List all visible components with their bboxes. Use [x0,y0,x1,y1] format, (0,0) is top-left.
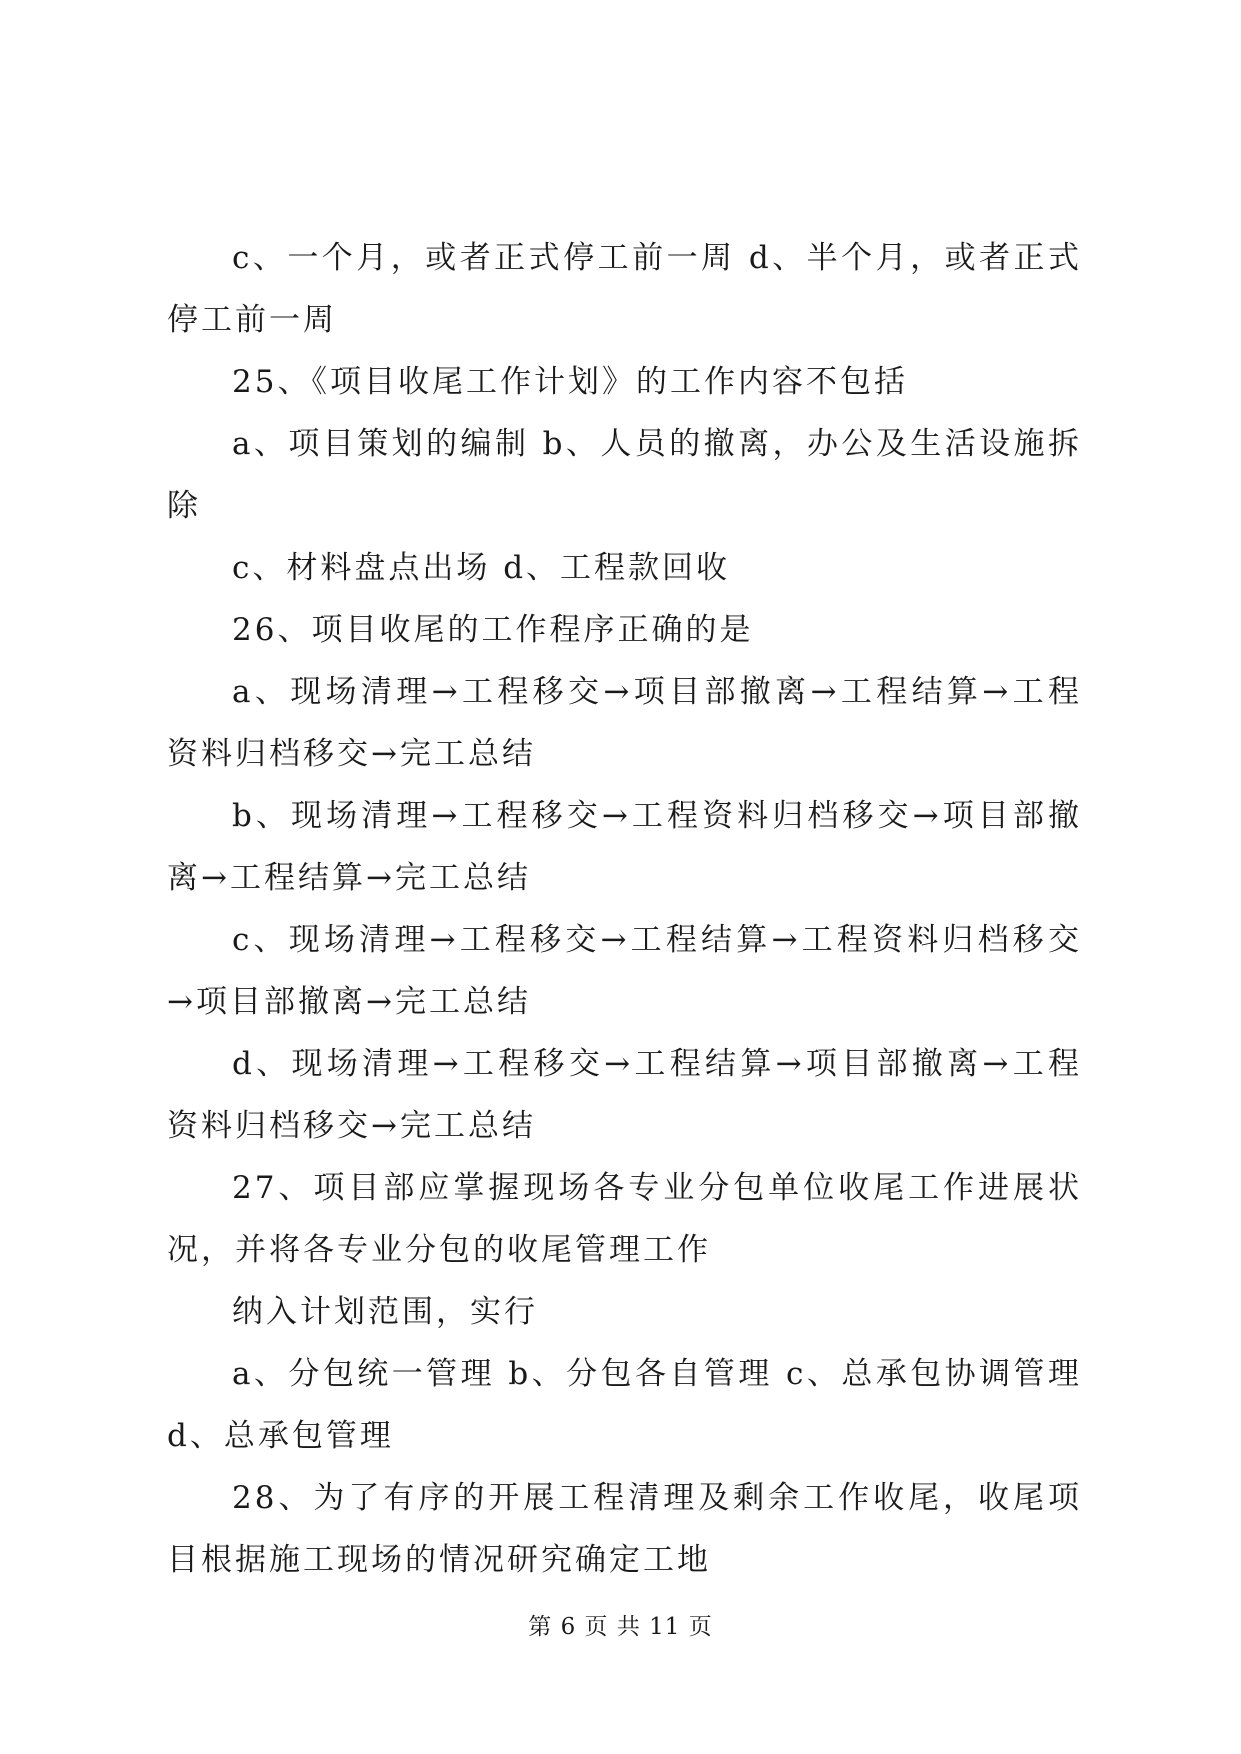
paragraph-question-27: 27、项目部应掌握现场各专业分包单位收尾工作进展状况，并将各专业分包的收尾管理工作 [167,1170,1082,1268]
paragraph-option-c-26: c、现场清理→工程移交→工程结算→工程资料归档移交→项目部撤离→完工总结 [167,922,1082,1020]
paragraph-question-27-continued: 纳入计划范围，实行 [232,1294,538,1330]
paragraph-option-cd-24: c、一个月，或者正式停工前一周 d、半个月，或者正式停工前一周 [167,240,1082,338]
paragraph-option-d-26: d、现场清理→工程移交→工程结算→项目部撤离→工程资料归档移交→完工总结 [167,1046,1082,1144]
paragraph-option-b-26: b、现场清理→工程移交→工程资料归档移交→项目部撤离→工程结算→完工总结 [167,798,1082,896]
paragraph-option-a-26: a、现场清理→工程移交→项目部撤离→工程结算→工程资料归档移交→完工总结 [167,674,1082,772]
paragraph-option-ab-25: a、项目策划的编制 b、人员的撤离，办公及生活设施拆除 [167,426,1082,524]
paragraph-question-28: 28、为了有序的开展工程清理及剩余工作收尾，收尾项目根据施工现场的情况研究确定工地 [167,1480,1082,1578]
paragraph-options-27: a、分包统一管理 b、分包各自管理 c、总承包协调管理 d、总承包管理 [167,1356,1082,1454]
paragraph-question-25: 25、《项目收尾工作计划》的工作内容不包括 [232,364,908,400]
paragraph-question-26: 26、项目收尾的工作程序正确的是 [232,612,754,648]
paragraph-option-cd-25: c、材料盘点出场 d、工程款回收 [232,550,731,586]
document-body [167,227,1082,1591]
page-number-footer: 第 6 页 共 11 页 [528,1614,713,1640]
